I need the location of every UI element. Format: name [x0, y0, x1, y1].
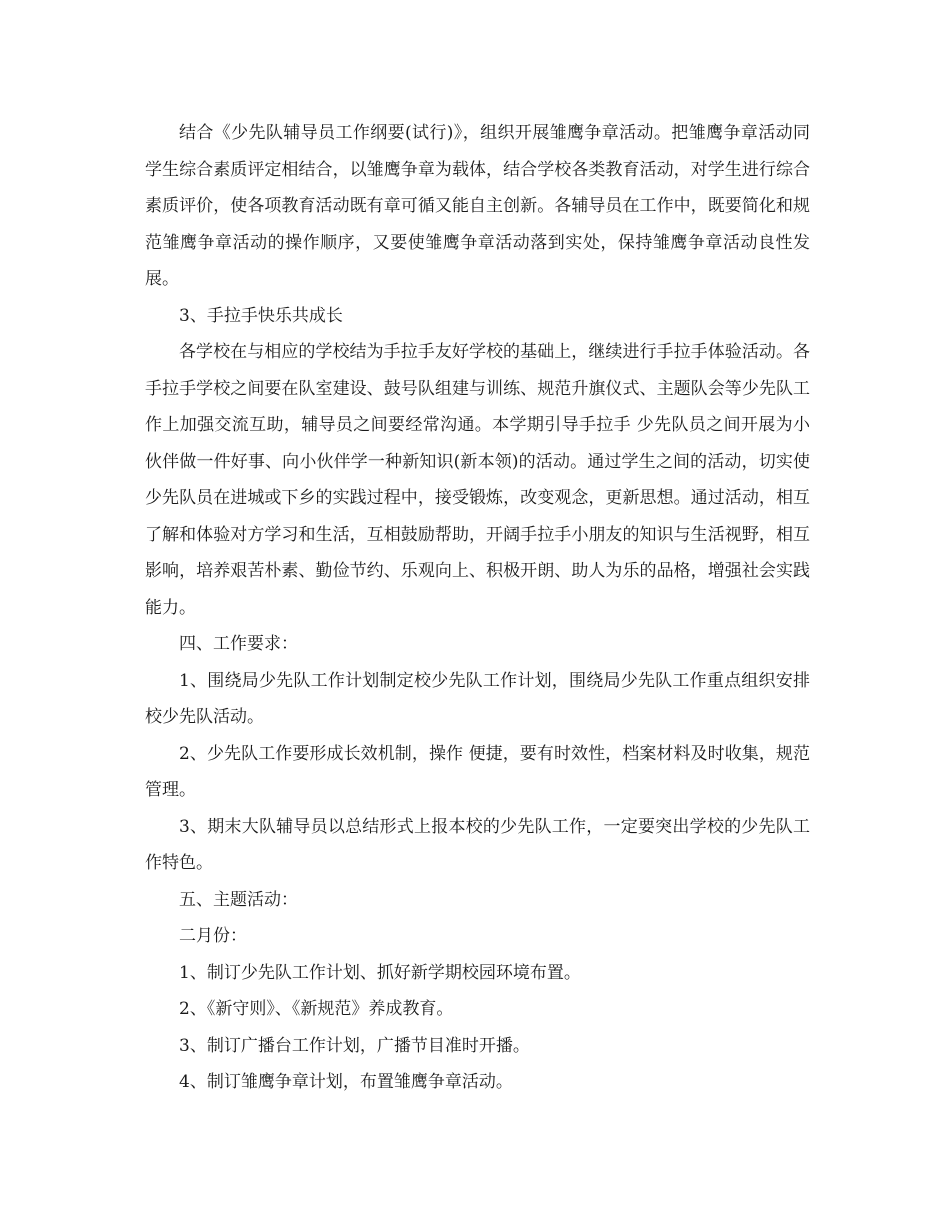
paragraph-hand-in-hand: 各学校在与相应的学校结为手拉手友好学校的基础上，继续进行手拉手体验活动。各手拉手学校之间要在队室建设、鼓号队组建与训练、规范升旗仪式、主题队会等少先队工作上加强交流互助，辅导员之间要经常沟通。本学期引导手拉手 少先队员之间开展为小伙伴做一件好事、向小伙伴学一种新知识(新本领)的活动。通过学生之间的活动，切实使少先队员在进城或下乡的实践过程中，接受锻炼，改变观念，更新思想。通过活动，相互了解和体验对方学习和生活，互相鼓励帮助，开阔手拉手小朋友的知识与生活视野，相互影响，培养艰苦朴素、勤俭节约、乐观向上、积极开朗、助人为乐的品格，增强社会实践能力。: [145, 342, 810, 618]
requirement-item-1: 1、围绕局少先队工作计划制定校少先队工作计划，围绕局少先队工作重点组织安排校少先队活动。: [145, 670, 810, 727]
requirement-item-2: 2、少先队工作要形成长效机制，操作 便捷，要有时效性，档案材料及时收集，规范管理。: [145, 743, 810, 800]
requirement-item-3: 3、期末大队辅导员以总结形式上报本校的少先队工作，一定要突出学校的少先队工作特色。: [145, 816, 810, 873]
february-item-4: 4、制订雏鹰争章计划，布置雏鹰争章活动。: [179, 1072, 513, 1092]
heading-work-requirements: 四、工作要求：: [179, 634, 298, 654]
february-item-1: 1、制订少先队工作计划、抓好新学期校园环境布置。: [179, 962, 581, 983]
document-body: [145, 115, 810, 1101]
february-item-3: 3、制订广播台工作计划，广播节目准时开播。: [179, 1035, 530, 1056]
paragraph-eagle-badge-activity: 结合《少先队辅导员工作纲要(试行)》，组织开展雏鹰争章活动。把雏鹰争章活动同学生综合素质评定相结合，以雏鹰争章为载体，结合学校各类教育活动，对学生进行综合素质评价，使各项教育活动既有章可循又能自主创新。各辅导员在工作中，既要简化和规范雏鹰争章活动的操作顺序，又要使雏鹰争章活动落到实处，保持雏鹰争章活动良性发展。: [145, 123, 810, 289]
heading-february: 二月份：: [179, 926, 247, 946]
heading-theme-activities: 五、主题活动：: [179, 889, 298, 910]
heading-hand-in-hand: 3、手拉手快乐共成长: [179, 305, 343, 326]
february-item-2: 2、《新守则》、《新规范》养成教育。: [179, 999, 454, 1019]
